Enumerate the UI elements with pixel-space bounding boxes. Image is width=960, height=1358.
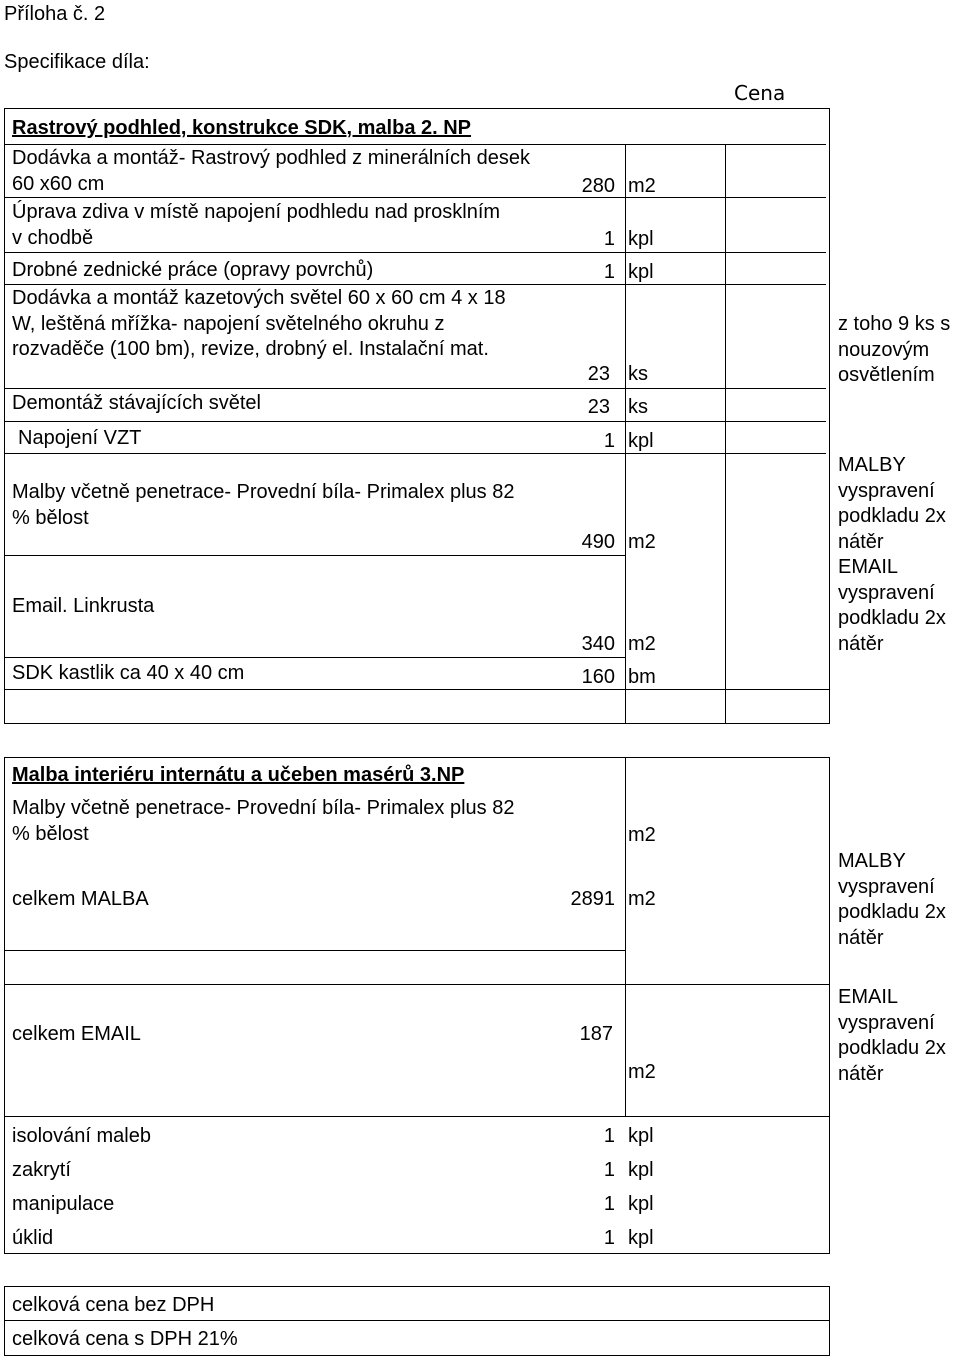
item-unit: kpl [628,1125,654,1147]
note-lights: z toho 9 ks s nouzovým osvětlením [838,313,951,386]
item-qty: 1 [603,228,615,250]
item-desc: celkem EMAIL [12,1023,141,1045]
section-1-title: Rastrový podhled, konstrukce SDK, malba 2. NP [12,117,472,139]
item-unit: kpl [628,261,654,283]
item-unit: m2 [628,531,656,553]
item-unit: kpl [628,1227,654,1249]
item-qty: 1 [603,1193,615,1215]
item-unit: m2 [628,633,656,655]
item-qty: 2891 [570,888,615,910]
item-unit: kpl [628,228,654,250]
item-desc: isolování maleb [12,1125,151,1147]
note-email: EMAIL vyspravení podkladu 2x nátěr [838,556,946,655]
item-desc: zakrytí [12,1159,71,1181]
note-malby: MALBY vyspravení podkladu 2x nátěr [838,454,946,553]
item-qty: 280 [581,175,615,197]
item-qty: 23 [587,363,610,385]
item-qty: 1 [603,261,615,283]
note-malby: MALBY vyspravení podkladu 2x nátěr [838,850,946,949]
item-qty: 23 [587,396,610,418]
total-with-vat: celková cena s DPH 21% [12,1328,238,1350]
item-unit: ks [628,396,648,418]
item-unit: kpl [628,1193,654,1215]
item-unit: m2 [628,1061,656,1083]
item-desc: Email. Linkrusta [12,595,155,617]
item-desc: celkem MALBA [12,888,149,910]
item-qty: 160 [581,666,615,688]
specification-heading: Specifikace díla: [4,51,150,73]
item-desc: Malby včetně penetrace- Provední bíla- Primalex plus 82 % bělost [12,797,515,845]
item-desc: Malby včetně penetrace- Provední bíla- Primalex plus 82 % bělost [12,481,515,529]
item-unit: bm [628,666,656,688]
item-qty: 340 [581,633,615,655]
item-desc: manipulace [12,1193,115,1215]
item-desc: Napojení VZT [18,427,142,449]
item-unit: kpl [628,1159,654,1181]
item-desc: SDK kastlik ca 40 x 40 cm [12,662,245,684]
note-email: EMAIL vyspravení podkladu 2x nátěr [838,986,946,1085]
item-desc: Drobné zednické práce (opravy povrchů) [12,259,374,281]
item-qty: 1 [603,430,615,452]
item-qty: 490 [581,531,615,553]
item-desc: Úprava zdiva v místě napojení podhledu nad prosklním v chodbě [12,201,501,249]
item-unit: m2 [628,824,656,846]
item-unit: m2 [628,175,656,197]
item-unit: m2 [628,888,656,910]
item-unit: kpl [628,430,654,452]
item-desc: Dodávka a montáž- Rastrový podhled z minerálních desek 60 x60 cm [12,147,531,195]
item-qty: 187 [579,1023,613,1045]
total-without-vat: celková cena bez DPH [12,1294,215,1316]
item-unit: ks [628,363,648,385]
item-desc: úklid [12,1227,54,1249]
section-2-title: Malba interiéru internátu a učeben masérů 3.NP [12,764,465,786]
item-qty: 1 [603,1159,615,1181]
item-desc: Dodávka a montáž kazetových světel 60 x 60 cm 4 x 18 W, leštěná mřížka- napojení světelného okruhu z rozvaděče (100 bm), revize, drobný el. Instalační mat. [12,287,506,360]
price-column-header: Cena [734,81,786,105]
item-qty: 1 [603,1125,615,1147]
item-qty: 1 [603,1227,615,1249]
item-desc: Demontáž stávajících světel [12,392,261,414]
attachment-label: Příloha č. 2 [4,3,106,25]
